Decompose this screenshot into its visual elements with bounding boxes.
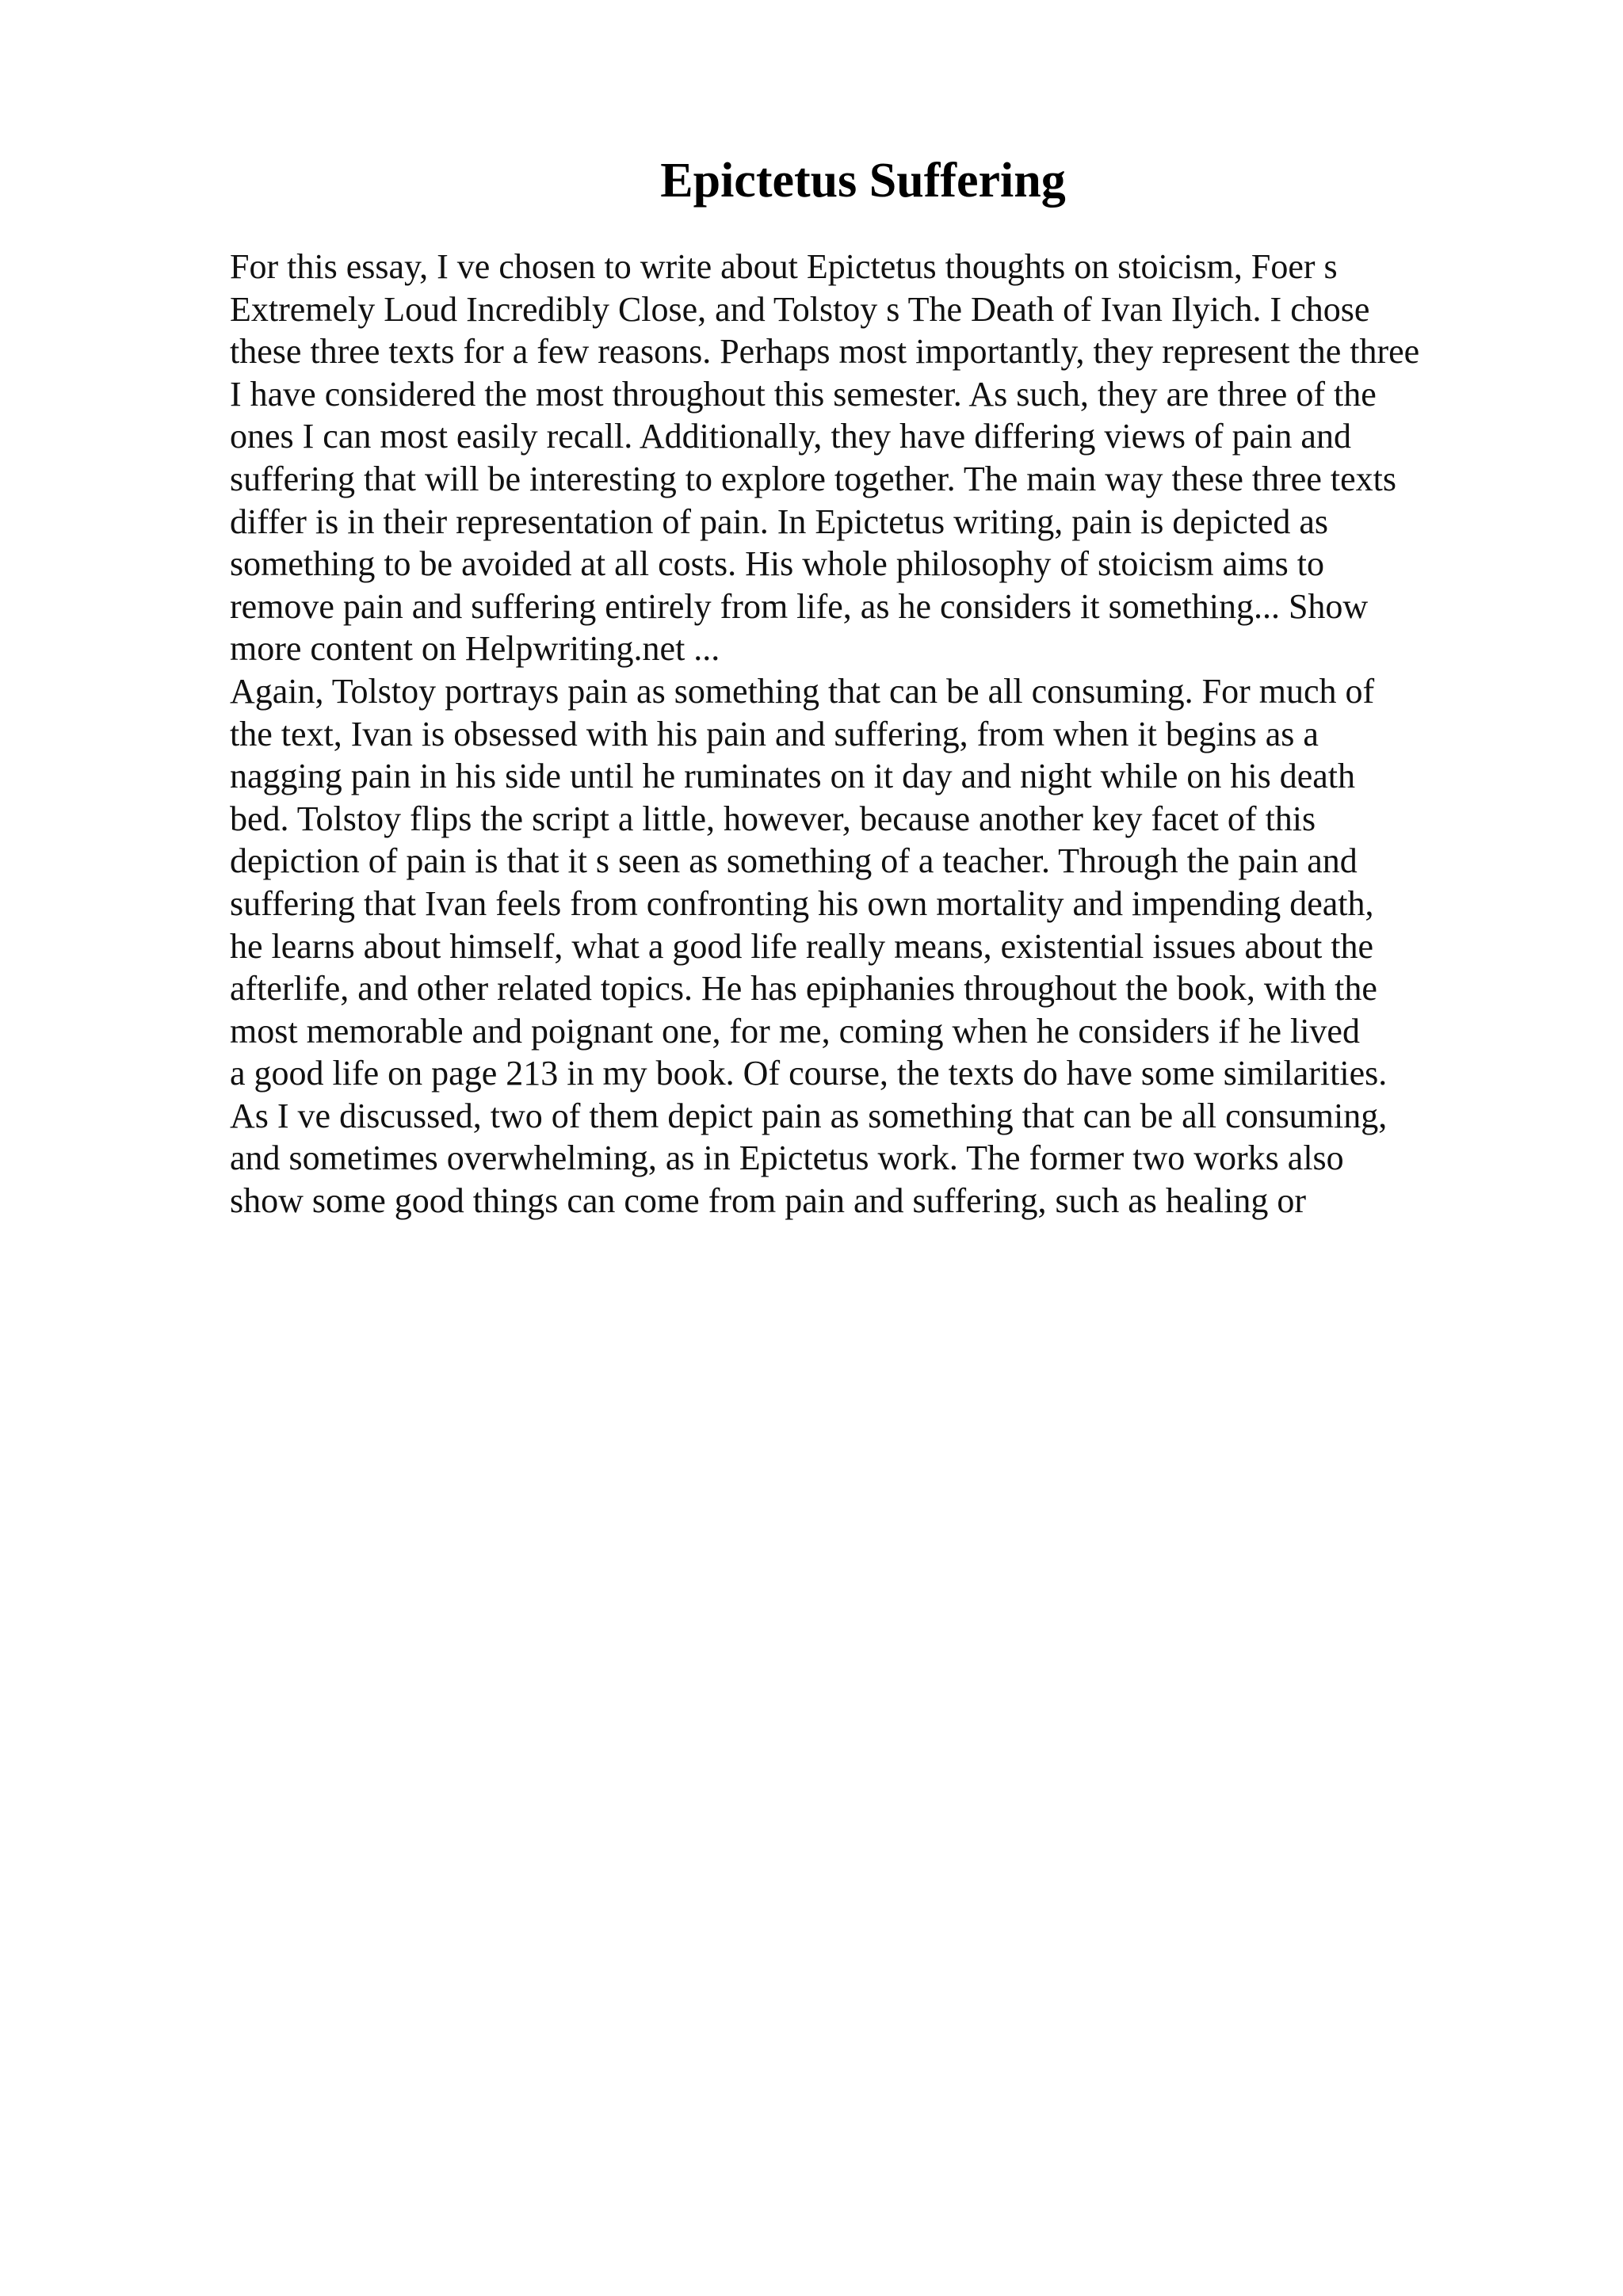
body-line: suffering that will be interesting to explore together. The main way these three texts	[230, 459, 1396, 498]
body-line: more content on Helpwriting.net ...	[230, 629, 720, 669]
body-line: depiction of pain is that it s seen as something of a teacher. Through the pain and	[230, 841, 1358, 881]
body-line: ones I can most easily recall. Additionally, they have differing views of pain and	[230, 417, 1351, 456]
body-line: most memorable and poignant one, for me, coming when he considers if he lived	[230, 1011, 1360, 1051]
body-line: As I ve discussed, two of them depict pain as something that can be all consuming,	[230, 1096, 1388, 1135]
body-line: he learns about himself, what a good life really means, existential issues about the	[230, 926, 1374, 966]
body-line: the text, Ivan is obsessed with his pain and suffering, from when it begins as a	[230, 714, 1319, 753]
body-line: something to be avoided at all costs. His whole philosophy of stoicism aims to	[230, 544, 1324, 584]
body-line: afterlife, and other related topics. He has epiphanies throughout the book, with the	[230, 969, 1377, 1009]
document-title: Epictetus Suffering	[660, 154, 1066, 208]
body-line: Again, Tolstoy portrays pain as something that can be all consuming. For much of	[230, 671, 1375, 711]
body-line: bed. Tolstoy flips the script a little, however, because another key facet of this	[230, 799, 1316, 838]
body-line: For this essay, I ve chosen to write about Epictetus thoughts on stoicism, Foer s	[230, 247, 1338, 286]
body-line: suffering that Ivan feels from confronting his own mortality and impending death,	[230, 883, 1374, 923]
body-line: Extremely Loud Incredibly Close, and Tolstoy s The Death of Ivan Ilyich. I chose	[230, 289, 1370, 329]
body-line: remove pain and suffering entirely from life, as he considers it something... Show	[230, 586, 1369, 626]
body-line: differ is in their representation of pain. In Epictetus writing, pain is depicted as	[230, 502, 1329, 541]
body-line: I have considered the most throughout this semester. As such, they are three of the	[230, 374, 1377, 414]
document-body	[230, 246, 1593, 1222]
body-line: a good life on page 213 in my book. Of course, the texts do have some similarities.	[230, 1054, 1388, 1093]
body-line: nagging pain in his side until he ruminates on it day and night while on his death	[230, 757, 1356, 796]
body-line: show some good things can come from pain and suffering, such as healing or	[230, 1181, 1307, 1221]
body-line: and sometimes overwhelming, as in Epictetus work. The former two works also	[230, 1138, 1344, 1178]
body-line: these three texts for a few reasons. Perhaps most importantly, they represent the three	[230, 332, 1420, 372]
